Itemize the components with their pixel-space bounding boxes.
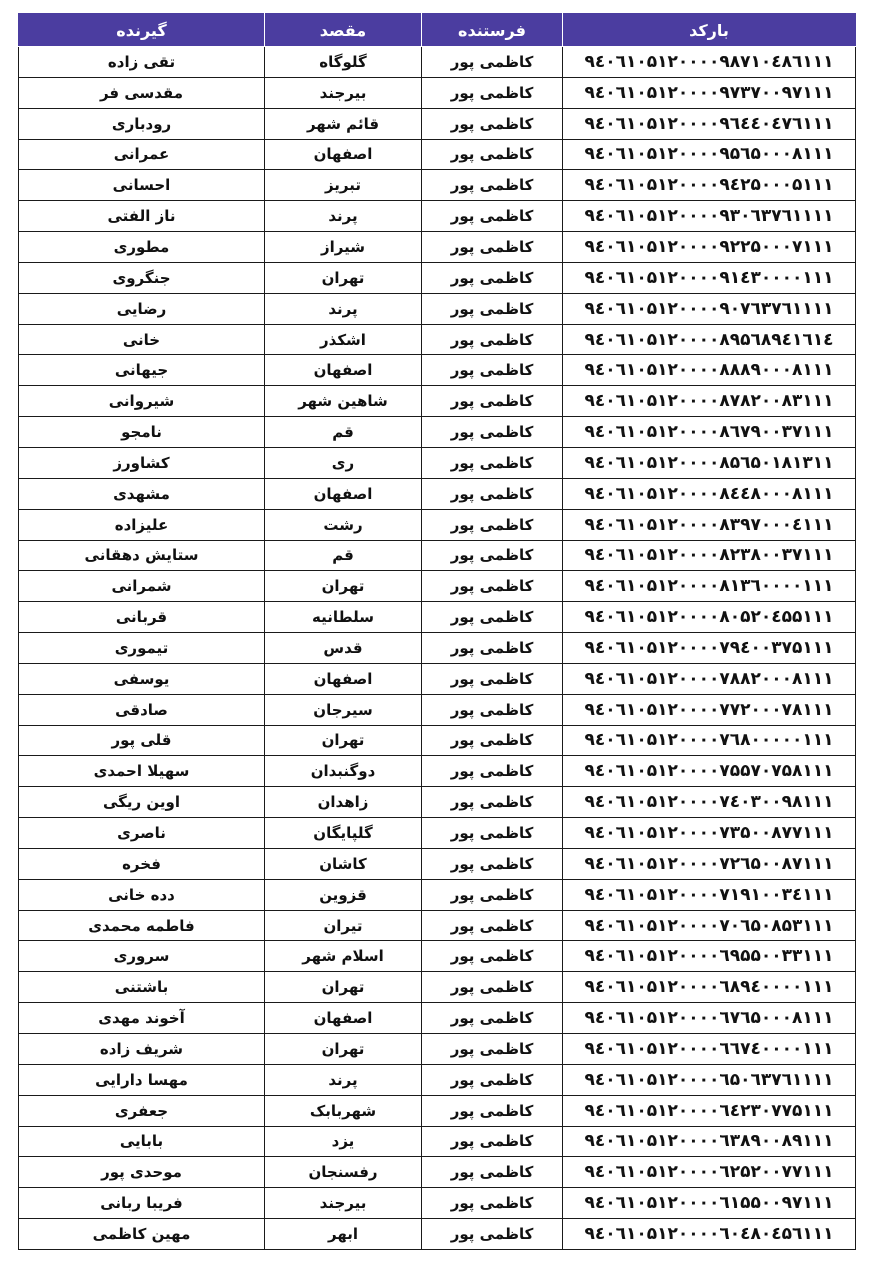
- table-row: [19, 139, 856, 170]
- destination-cell: اصفهان: [265, 663, 422, 694]
- destination-cell: زاهدان: [265, 787, 422, 818]
- destination-cell: پرند: [265, 201, 422, 232]
- header-sender: فرستنده: [422, 14, 563, 47]
- sender-cell: کاظمی پور: [422, 1064, 563, 1095]
- sender-cell: کاظمی پور: [422, 293, 563, 324]
- destination-cell: تیران: [265, 910, 422, 941]
- recipient-cell: مشهدی: [19, 478, 265, 509]
- barcode-cell: ۹٤۰٦۱۰۵۱۲۰۰۰۰۸۹۵٦۸۹٤۱٦۱٤: [563, 324, 856, 355]
- barcode-cell: ۹٤۰٦۱۰۵۱۲۰۰۰۰۸۵٦۵۰۱۸۱۳۱۱: [563, 447, 856, 478]
- table-row: [19, 1064, 856, 1095]
- sender-cell: کاظمی پور: [422, 1126, 563, 1157]
- recipient-cell: موحدی پور: [19, 1157, 265, 1188]
- table-row: [19, 386, 856, 417]
- barcode-cell: ۹٤۰٦۱۰۵۱۲۰۰۰۰٦۵۰٦۳۷٦۱۱۱۱: [563, 1064, 856, 1095]
- table-row: [19, 77, 856, 108]
- destination-cell: قائم شهر: [265, 108, 422, 139]
- table-row: [19, 602, 856, 633]
- barcode-cell: ۹٤۰٦۱۰۵۱۲۰۰۰۰۹۳۰٦۳۷٦۱۱۱۱: [563, 201, 856, 232]
- barcode-cell: ۹٤۰٦۱۰۵۱۲۰۰۰۰۷۹٤۰۰۳۷۵۱۱۱: [563, 633, 856, 664]
- recipient-cell: آخوند مهدی: [19, 1003, 265, 1034]
- barcode-cell: ۹٤۰٦۱۰۵۱۲۰۰۰۰٦٤۲۳۰۷۷۵۱۱۱: [563, 1095, 856, 1126]
- table-row: [19, 324, 856, 355]
- table-row: [19, 355, 856, 386]
- recipient-cell: عمرانی: [19, 139, 265, 170]
- recipient-cell: رودباری: [19, 108, 265, 139]
- barcode-cell: ۹٤۰٦۱۰۵۱۲۰۰۰۰۹۱٤۳۰۰۰۰۱۱۱: [563, 262, 856, 293]
- table-row: [19, 848, 856, 879]
- sender-cell: کاظمی پور: [422, 818, 563, 849]
- sender-cell: کاظمی پور: [422, 324, 563, 355]
- barcode-cell: ۹٤۰٦۱۰۵۱۲۰۰۰۰۸٦۷۹۰۰۳۷۱۱۱: [563, 417, 856, 448]
- header-destination: مقصد: [265, 14, 422, 47]
- header-row: [19, 14, 856, 47]
- destination-cell: تبریز: [265, 170, 422, 201]
- sender-cell: کاظمی پور: [422, 201, 563, 232]
- table-row: [19, 787, 856, 818]
- recipient-cell: قلی پور: [19, 725, 265, 756]
- barcode-cell: ۹٤۰٦۱۰۵۱۲۰۰۰۰۹۰۷٦۳۷٦۱۱۱۱: [563, 293, 856, 324]
- barcode-cell: ۹٤۰٦۱۰۵۱۲۰۰۰۰۹۲۲۵۰۰۰۷۱۱۱: [563, 232, 856, 263]
- barcode-cell: ۹٤۰٦۱۰۵۱۲۰۰۰۰۸۳۹۷۰۰۰٤۱۱۱: [563, 509, 856, 540]
- destination-cell: بیرجند: [265, 1188, 422, 1219]
- barcode-cell: ۹٤۰٦۱۰۵۱۲۰۰۰۰۷۱۹۱۰۰۳٤۱۱۱: [563, 879, 856, 910]
- barcode-cell: ۹٤۰٦۱۰۵۱۲۰۰۰۰۸۰۵۲۰٤۵۵۱۱۱: [563, 602, 856, 633]
- barcode-cell: ۹٤۰٦۱۰۵۱۲۰۰۰۰۹۸۷۱۰٤۸٦۱۱۱: [563, 47, 856, 78]
- sender-cell: کاظمی پور: [422, 941, 563, 972]
- table-row: [19, 941, 856, 972]
- table-row: [19, 1157, 856, 1188]
- table-row: [19, 910, 856, 941]
- recipient-cell: فخره: [19, 848, 265, 879]
- sender-cell: کاظمی پور: [422, 1219, 563, 1250]
- table-row: [19, 879, 856, 910]
- recipient-cell: یوسفی: [19, 663, 265, 694]
- barcode-cell: ۹٤۰٦۱۰۵۱۲۰۰۰۰۸۱۳٦۰۰۰۰۱۱۱: [563, 571, 856, 602]
- table-row: [19, 170, 856, 201]
- shipment-table: [18, 13, 856, 1250]
- recipient-cell: تقی زاده: [19, 47, 265, 78]
- table-row: [19, 201, 856, 232]
- recipient-cell: جیهانی: [19, 355, 265, 386]
- destination-cell: تهران: [265, 262, 422, 293]
- destination-cell: قدس: [265, 633, 422, 664]
- table-body: [19, 47, 856, 1250]
- sender-cell: کاظمی پور: [422, 417, 563, 448]
- barcode-cell: ۹٤۰٦۱۰۵۱۲۰۰۰۰۷۸۸۲۰۰۰۸۱۱۱: [563, 663, 856, 694]
- table-row: [19, 447, 856, 478]
- table-row: [19, 478, 856, 509]
- destination-cell: شیراز: [265, 232, 422, 263]
- destination-cell: دوگنبدان: [265, 756, 422, 787]
- barcode-cell: ۹٤۰٦۱۰۵۱۲۰۰۰۰۸۲۳۸۰۰۳۷۱۱۱: [563, 540, 856, 571]
- recipient-cell: تیموری: [19, 633, 265, 664]
- sender-cell: کاظمی پور: [422, 1188, 563, 1219]
- sender-cell: کاظمی پور: [422, 108, 563, 139]
- table-row: [19, 756, 856, 787]
- barcode-cell: ۹٤۰٦۱۰۵۱۲۰۰۰۰۸٤٤۸۰۰۰۸۱۱۱: [563, 478, 856, 509]
- barcode-cell: ۹٤۰٦۱۰۵۱۲۰۰۰۰۷٦۸۰۰۰۰۰۱۱۱: [563, 725, 856, 756]
- destination-cell: یزد: [265, 1126, 422, 1157]
- table-row: [19, 417, 856, 448]
- table-header: [19, 14, 856, 47]
- table-row: [19, 972, 856, 1003]
- destination-cell: کاشان: [265, 848, 422, 879]
- barcode-cell: ۹٤۰٦۱۰۵۱۲۰۰۰۰۸۸۸۹۰۰۰۸۱۱۱: [563, 355, 856, 386]
- barcode-cell: ۹٤۰٦۱۰۵۱۲۰۰۰۰٦۳۸۹۰۰۸۹۱۱۱: [563, 1126, 856, 1157]
- destination-cell: تهران: [265, 571, 422, 602]
- barcode-cell: ۹٤۰٦۱۰۵۱۲۰۰۰۰۷٤۰۳۰۰۹۸۱۱۱: [563, 787, 856, 818]
- destination-cell: رشت: [265, 509, 422, 540]
- barcode-cell: ۹٤۰٦۱۰۵۱۲۰۰۰۰۷۲٦۵۰۰۸۷۱۱۱: [563, 848, 856, 879]
- destination-cell: تهران: [265, 1034, 422, 1065]
- destination-cell: قزوین: [265, 879, 422, 910]
- barcode-cell: ۹٤۰٦۱۰۵۱۲۰۰۰۰٦۸۹٤۰۰۰۰۱۱۱: [563, 972, 856, 1003]
- sender-cell: کاظمی پور: [422, 1157, 563, 1188]
- barcode-cell: ۹٤۰٦۱۰۵۱۲۰۰۰۰۷۵۵۷۰۷۵۸۱۱۱: [563, 756, 856, 787]
- table-row: [19, 1219, 856, 1250]
- destination-cell: اصفهان: [265, 1003, 422, 1034]
- table-row: [19, 293, 856, 324]
- table-row: [19, 262, 856, 293]
- sender-cell: کاظمی پور: [422, 725, 563, 756]
- recipient-cell: صادقی: [19, 694, 265, 725]
- sender-cell: کاظمی پور: [422, 972, 563, 1003]
- sender-cell: کاظمی پور: [422, 262, 563, 293]
- table-row: [19, 633, 856, 664]
- sender-cell: کاظمی پور: [422, 756, 563, 787]
- sender-cell: کاظمی پور: [422, 1095, 563, 1126]
- destination-cell: قم: [265, 417, 422, 448]
- sender-cell: کاظمی پور: [422, 910, 563, 941]
- recipient-cell: رضایی: [19, 293, 265, 324]
- barcode-cell: ۹٤۰٦۱۰۵۱۲۰۰۰۰۹٤۲۵۰۰۰۵۱۱۱: [563, 170, 856, 201]
- destination-cell: اصفهان: [265, 478, 422, 509]
- barcode-cell: ۹٤۰٦۱۰۵۱۲۰۰۰۰٦۷٦۵۰۰۰۸۱۱۱: [563, 1003, 856, 1034]
- recipient-cell: جنگروی: [19, 262, 265, 293]
- sender-cell: کاظمی پور: [422, 879, 563, 910]
- recipient-cell: فریبا ربانی: [19, 1188, 265, 1219]
- table-row: [19, 1188, 856, 1219]
- barcode-cell: ۹٤۰٦۱۰۵۱۲۰۰۰۰۷۳۵۰۰۸۷۷۱۱۱: [563, 818, 856, 849]
- destination-cell: تهران: [265, 972, 422, 1003]
- barcode-cell: ۹٤۰٦۱۰۵۱۲۰۰۰۰٦٦۷٤۰۰۰۰۱۱۱: [563, 1034, 856, 1065]
- barcode-cell: ۹٤۰٦۱۰۵۱۲۰۰۰۰٦۱۵۵۰۰۹۷۱۱۱: [563, 1188, 856, 1219]
- destination-cell: شهربابک: [265, 1095, 422, 1126]
- destination-cell: اشکذر: [265, 324, 422, 355]
- sender-cell: کاظمی پور: [422, 787, 563, 818]
- table-row: [19, 694, 856, 725]
- recipient-cell: فاطمه محمدی: [19, 910, 265, 941]
- table-row: [19, 47, 856, 78]
- recipient-cell: دده خانی: [19, 879, 265, 910]
- sender-cell: کاظمی پور: [422, 170, 563, 201]
- barcode-cell: ۹٤۰٦۱۰۵۱۲۰۰۰۰۷۰٦۵۰۸۵۳۱۱۱: [563, 910, 856, 941]
- recipient-cell: نامجو: [19, 417, 265, 448]
- destination-cell: تهران: [265, 725, 422, 756]
- destination-cell: اصفهان: [265, 355, 422, 386]
- recipient-cell: احسانی: [19, 170, 265, 201]
- destination-cell: ری: [265, 447, 422, 478]
- recipient-cell: کشاورز: [19, 447, 265, 478]
- destination-cell: بیرجند: [265, 77, 422, 108]
- destination-cell: ابهر: [265, 1219, 422, 1250]
- table-row: [19, 725, 856, 756]
- table-row: [19, 108, 856, 139]
- sender-cell: کاظمی پور: [422, 386, 563, 417]
- sender-cell: کاظمی پور: [422, 478, 563, 509]
- barcode-cell: ۹٤۰٦۱۰۵۱۲۰۰۰۰٦۲۵۲۰۰۷۷۱۱۱: [563, 1157, 856, 1188]
- barcode-cell: ۹٤۰٦۱۰۵۱۲۰۰۰۰٦۰٤۸۰٤۵٦۱۱۱: [563, 1219, 856, 1250]
- recipient-cell: خانی: [19, 324, 265, 355]
- sender-cell: کاظمی پور: [422, 602, 563, 633]
- table-row: [19, 540, 856, 571]
- sender-cell: کاظمی پور: [422, 77, 563, 108]
- recipient-cell: باشتنی: [19, 972, 265, 1003]
- table-row: [19, 1126, 856, 1157]
- destination-cell: سیرجان: [265, 694, 422, 725]
- sender-cell: کاظمی پور: [422, 571, 563, 602]
- table-row: [19, 509, 856, 540]
- barcode-cell: ۹٤۰٦۱۰۵۱۲۰۰۰۰۹۵٦۵۰۰۰۸۱۱۱: [563, 139, 856, 170]
- sender-cell: کاظمی پور: [422, 47, 563, 78]
- recipient-cell: شمرانی: [19, 571, 265, 602]
- table-row: [19, 571, 856, 602]
- recipient-cell: سهیلا احمدی: [19, 756, 265, 787]
- destination-cell: گلپایگان: [265, 818, 422, 849]
- barcode-cell: ۹٤۰٦۱۰۵۱۲۰۰۰۰٦۹۵۵۰۰۳۳۱۱۱: [563, 941, 856, 972]
- recipient-cell: شیروانی: [19, 386, 265, 417]
- sender-cell: کاظمی پور: [422, 1034, 563, 1065]
- destination-cell: اصفهان: [265, 139, 422, 170]
- recipient-cell: شریف زاده: [19, 1034, 265, 1065]
- table-row: [19, 1034, 856, 1065]
- recipient-cell: ناز الفتی: [19, 201, 265, 232]
- table-row: [19, 818, 856, 849]
- sender-cell: کاظمی پور: [422, 848, 563, 879]
- table-row: [19, 232, 856, 263]
- destination-cell: رفسنجان: [265, 1157, 422, 1188]
- sender-cell: کاظمی پور: [422, 540, 563, 571]
- recipient-cell: بابایی: [19, 1126, 265, 1157]
- sender-cell: کاظمی پور: [422, 139, 563, 170]
- barcode-cell: ۹٤۰٦۱۰۵۱۲۰۰۰۰۷۷۲۰۰۰۷۸۱۱۱: [563, 694, 856, 725]
- sender-cell: کاظمی پور: [422, 1003, 563, 1034]
- barcode-cell: ۹٤۰٦۱۰۵۱۲۰۰۰۰۹٦٤٤۰٤۷٦۱۱۱: [563, 108, 856, 139]
- destination-cell: سلطانیه: [265, 602, 422, 633]
- sender-cell: کاظمی پور: [422, 633, 563, 664]
- shipment-sheet: [19, 13, 856, 1250]
- table-row: [19, 1095, 856, 1126]
- destination-cell: قم: [265, 540, 422, 571]
- sender-cell: کاظمی پور: [422, 447, 563, 478]
- recipient-cell: ستایش دهقانی: [19, 540, 265, 571]
- destination-cell: گلوگاه: [265, 47, 422, 78]
- recipient-cell: مطوری: [19, 232, 265, 263]
- header-recipient: گیرنده: [19, 14, 265, 47]
- barcode-cell: ۹٤۰٦۱۰۵۱۲۰۰۰۰۸۷۸۲۰۰۸۳۱۱۱: [563, 386, 856, 417]
- recipient-cell: مهین کاظمی: [19, 1219, 265, 1250]
- recipient-cell: ناصری: [19, 818, 265, 849]
- header-barcode: بارکد: [563, 14, 856, 47]
- recipient-cell: جعفری: [19, 1095, 265, 1126]
- destination-cell: اسلام شهر: [265, 941, 422, 972]
- sender-cell: کاظمی پور: [422, 232, 563, 263]
- recipient-cell: سروری: [19, 941, 265, 972]
- table-row: [19, 663, 856, 694]
- recipient-cell: مقدسی فر: [19, 77, 265, 108]
- sender-cell: کاظمی پور: [422, 694, 563, 725]
- recipient-cell: اوین ریگی: [19, 787, 265, 818]
- recipient-cell: مهسا دارایی: [19, 1064, 265, 1095]
- destination-cell: پرند: [265, 293, 422, 324]
- table-row: [19, 1003, 856, 1034]
- recipient-cell: علیزاده: [19, 509, 265, 540]
- recipient-cell: قربانی: [19, 602, 265, 633]
- sender-cell: کاظمی پور: [422, 509, 563, 540]
- sender-cell: کاظمی پور: [422, 355, 563, 386]
- destination-cell: شاهین شهر: [265, 386, 422, 417]
- sender-cell: کاظمی پور: [422, 663, 563, 694]
- barcode-cell: ۹٤۰٦۱۰۵۱۲۰۰۰۰۹۷۳۷۰۰۹۷۱۱۱: [563, 77, 856, 108]
- destination-cell: پرند: [265, 1064, 422, 1095]
